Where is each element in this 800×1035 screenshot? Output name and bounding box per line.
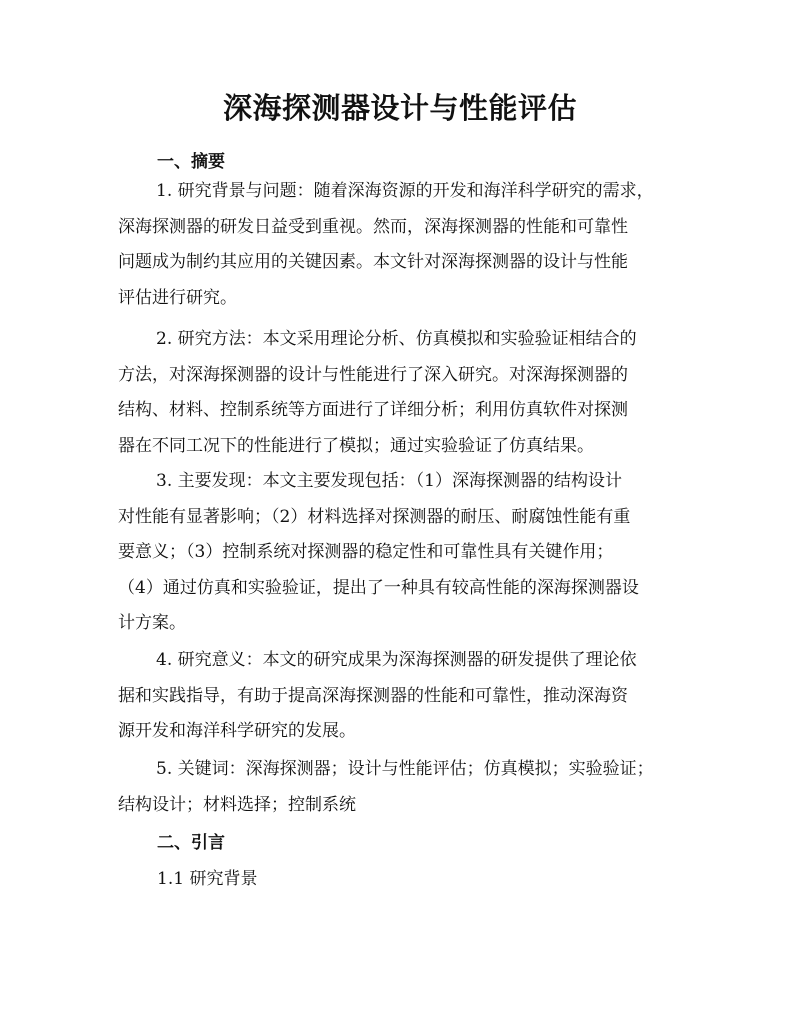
section-heading-introduction: 二、引言 [157, 833, 225, 853]
paragraph-methods [118, 322, 690, 464]
paragraph-line: 1. 研究背景与问题：随着深海资源的开发和海洋科学研究的需求， [156, 181, 654, 201]
paragraph-line: 方法，对深海探测器的设计与性能进行了深入研究。对深海探测器的 [118, 364, 628, 385]
document-title: 深海探测器设计与性能评估 [222, 91, 577, 125]
paragraph-line: 对性能有显著影响；（2）材料选择对探测器的耐压、耐腐蚀性能有重 [118, 506, 631, 527]
paragraph-line: 结构设计；材料选择；控制系统 [118, 794, 356, 815]
subsection-heading-background: 1.1 研究背景 [157, 869, 258, 889]
section-heading-abstract: 一、摘要 [157, 152, 225, 172]
paragraph-line: 计方案。 [118, 613, 186, 633]
paragraph-line: 据和实践指导，有助于提高深海探测器的性能和可靠性，推动深海资 [118, 685, 628, 706]
paragraph-line: 深海探测器的研发日益受到重视。然而，深海探测器的性能和可靠性 [118, 216, 628, 237]
paragraph-line: （4）通过仿真和实验验证，提出了一种具有较高性能的深海探测器设 [118, 577, 639, 598]
paragraph-line: 评估进行研究。 [118, 287, 237, 308]
paragraph-line: 要意义；（3）控制系统对探测器的稳定性和可靠性具有关键作用； [118, 542, 614, 562]
paragraph-line: 3. 主要发现：本文主要发现包括：（1）深海探测器的结构设计 [156, 471, 622, 491]
paragraph-background [118, 174, 690, 316]
paragraph-line: 5. 关键词：深海探测器；设计与性能评估；仿真模拟；实验验证； [156, 759, 654, 779]
paragraph-line: 2. 研究方法：本文采用理论分析、仿真模拟和实验验证相结合的 [156, 329, 637, 349]
paragraph-line: 问题成为制约其应用的关键因素。本文针对深海探测器的设计与性能 [118, 252, 628, 272]
paragraph-line: 源开发和海洋科学研究的发展。 [118, 721, 356, 741]
paragraph-line: 器在不同工况下的性能进行了模拟；通过实验验证了仿真结果。 [118, 435, 594, 456]
paragraph-line: 4. 研究意义：本文的研究成果为深海探测器的研发提供了理论依 [156, 650, 637, 670]
paragraph-line: 结构、材料、控制系统等方面进行了详细分析；利用仿真软件对探测 [118, 400, 628, 420]
paragraph-significance [118, 643, 690, 750]
paragraph-findings [118, 464, 690, 642]
paragraph-keywords [118, 752, 690, 823]
